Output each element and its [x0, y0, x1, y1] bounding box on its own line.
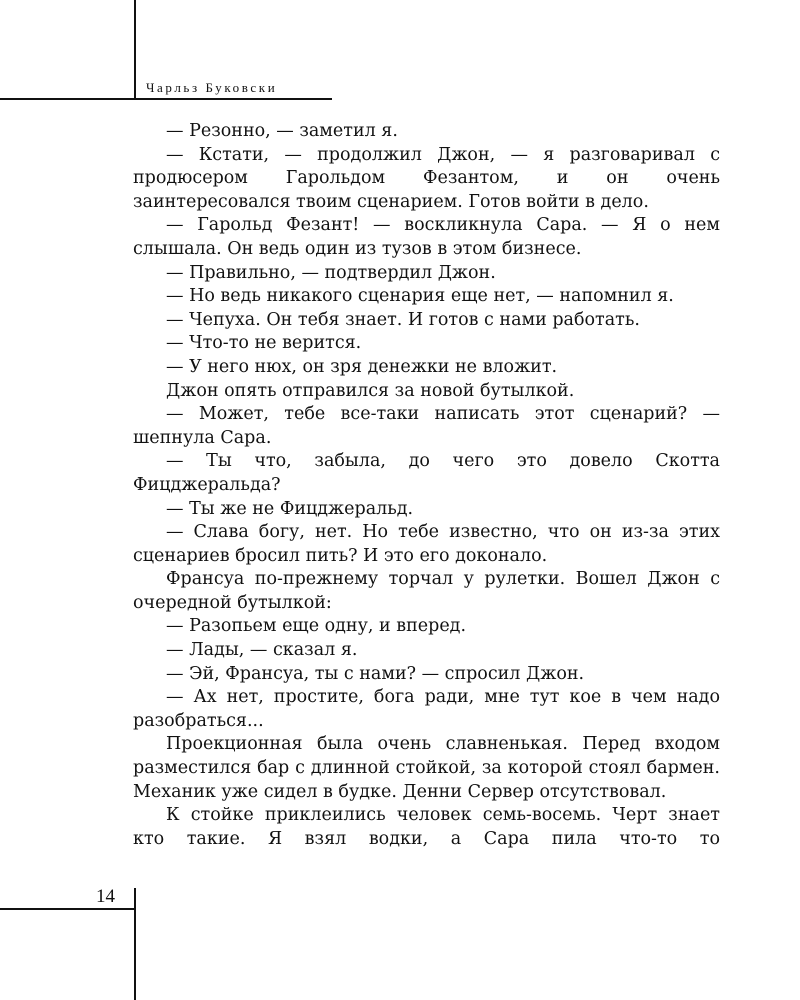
footer-vertical-rule [134, 888, 136, 1000]
paragraph: — Ты что, забыла, до чего это довело Скотта Фицджеральда? [133, 451, 720, 495]
paragraph: Джон опять отправился за новой бутылкой. [166, 380, 575, 401]
running-head-author: Чарльз Буковски [146, 80, 278, 95]
paragraph: — Резонно, — заметил я. [166, 121, 398, 141]
paragraph: — Ты же не Фицджеральд. [166, 498, 414, 519]
paragraph: — Гарольд Фезант! — воскликнула Сара. — Я о нем слышала. Он ведь один из тузов в этом бизнесе. [133, 215, 720, 259]
paragraph: — Чепуха. Он тебя знает. И готов с нами работать. [166, 309, 640, 330]
paragraph: — Правильно, — подтвердил Джон. [166, 262, 496, 283]
paragraph: — Лады, — сказал я. [166, 640, 358, 661]
footer-horizontal-rule [0, 908, 136, 910]
header-horizontal-rule [0, 98, 332, 100]
paragraph: Проекционная была очень славненькая. Перед входом разместился бар с длинной стойкой, за которой стоял бармен. Механик уже сидел в будке. Денни Сервер отсутствовал. [133, 734, 720, 802]
paragraph: — Разопьем еще одну, и вперед. [166, 616, 467, 637]
paragraph: К стойке приклеились человек семь-восемь. Черт знает кто такие. Я взял водки, а Сара пила что-то то [133, 805, 720, 849]
header-vertical-rule [134, 0, 136, 100]
paragraph: — Что-то не верится. [166, 333, 362, 354]
paragraph: — Ах нет, простите, бога ради, мне тут кое в чем надо разобраться... [133, 687, 720, 731]
paragraph: — Но ведь никакого сценария еще нет, — напомнил я. [166, 286, 674, 307]
paragraph: — Эй, Франсуа, ты с нами? — спросил Джон. [166, 663, 585, 684]
paragraph: — Кстати, — продолжил Джон, — я разговаривал с продюсером Гарольдом Фезантом, и он очень заинтересовался твоим сценарием. Готов войти в дело. [133, 144, 720, 212]
page-number: 14 [96, 886, 115, 907]
paragraph: Франсуа по-прежнему торчал у рулетки. Вошел Джон с очередной бутылкой: [133, 569, 720, 613]
paragraph: — Может, тебе все-таки написать этот сценарий? — шепнула Сара. [133, 404, 720, 448]
paragraph: — У него нюх, он зря денежки не вложит. [166, 356, 558, 377]
body-text [133, 120, 720, 851]
paragraph: — Слава богу, нет. Но тебе известно, что он из-за этих сценариев бросил пить? И это его доконало. [133, 522, 720, 566]
